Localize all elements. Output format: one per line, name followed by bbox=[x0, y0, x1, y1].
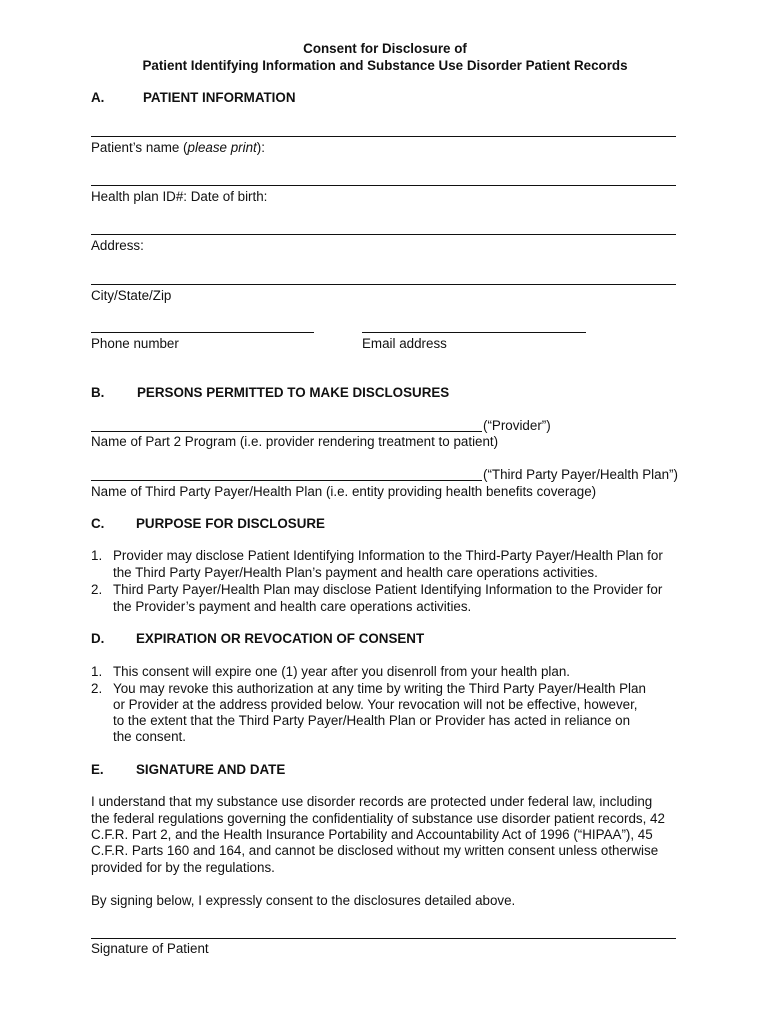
health-plan-dob-field[interactable] bbox=[91, 185, 676, 186]
patient-name-field[interactable] bbox=[91, 136, 676, 137]
section-d-title: EXPIRATION OR REVOCATION OF CONSENT bbox=[136, 631, 425, 646]
legal-paragraph-line: I understand that my substance use disorder records are protected under federal law, including bbox=[91, 794, 653, 809]
form-title-line2: Patient Identifying Information and Substance Use Disorder Patient Records bbox=[142, 58, 628, 73]
form-title-line1: Consent for Disclosure of bbox=[303, 41, 467, 56]
provider-name-field[interactable] bbox=[91, 431, 482, 432]
purpose-item-number: 2. bbox=[91, 582, 103, 597]
legal-paragraph-line: provided for by the regulations. bbox=[91, 860, 275, 875]
consent-statement: By signing below, I expressly consent to the disclosures detailed above. bbox=[91, 893, 516, 908]
legal-paragraph-line: C.F.R. Parts 160 and 164, and cannot be disclosed without my written consent unless otherwise bbox=[91, 843, 659, 858]
section-a-letter: A. bbox=[91, 90, 105, 105]
legal-paragraph-line: C.F.R. Part 2, and the Health Insurance Portability and Accountability Act of 1996 (“HIPAA”), 45 bbox=[91, 827, 653, 842]
revocation-item-text: the consent. bbox=[113, 729, 186, 744]
purpose-item-text: Provider may disclose Patient Identifying Information to the Third-Party Payer/Health Plan for bbox=[113, 548, 663, 563]
provider-name-label: Name of Part 2 Program (i.e. provider rendering treatment to patient) bbox=[91, 434, 499, 449]
revocation-item-text: or Provider at the address provided below. Your revocation will not be effective, however, bbox=[113, 697, 638, 712]
expiration-item-number: 1. bbox=[91, 664, 103, 679]
section-a-title: PATIENT INFORMATION bbox=[143, 90, 296, 105]
section-b-letter: B. bbox=[91, 385, 105, 400]
phone-number-field[interactable] bbox=[91, 332, 314, 333]
address-field[interactable] bbox=[91, 234, 676, 235]
purpose-item-text: the Third Party Payer/Health Plan’s payment and health care operations activities. bbox=[113, 565, 598, 580]
section-c-letter: C. bbox=[91, 516, 105, 531]
signature-field[interactable] bbox=[91, 938, 676, 939]
section-c-title: PURPOSE FOR DISCLOSURE bbox=[136, 516, 325, 531]
legal-paragraph-line: the federal regulations governing the confidentiality of substance use disorder patient records, 42 bbox=[91, 811, 665, 826]
city-state-zip-label: City/State/Zip bbox=[91, 288, 172, 303]
health-plan-dob-label: Health plan ID#: Date of birth: bbox=[91, 189, 268, 204]
revocation-item-text: You may revoke this authorization at any time by writing the Third Party Payer/Health Plan bbox=[113, 681, 646, 696]
section-e-letter: E. bbox=[91, 762, 104, 777]
signature-label: Signature of Patient bbox=[91, 941, 209, 956]
purpose-item-number: 1. bbox=[91, 548, 103, 563]
expiration-item-text: This consent will expire one (1) year after you disenroll from your health plan. bbox=[113, 664, 570, 679]
address-label: Address: bbox=[91, 238, 144, 253]
email-address-label: Email address bbox=[362, 336, 447, 351]
payer-name-label: Name of Third Party Payer/Health Plan (i.e. entity providing health benefits coverage) bbox=[91, 484, 597, 499]
purpose-item-text: Third Party Payer/Health Plan may disclose Patient Identifying Information to the Provider for bbox=[113, 582, 663, 597]
section-e-title: SIGNATURE AND DATE bbox=[136, 762, 286, 777]
section-d-letter: D. bbox=[91, 631, 105, 646]
email-address-field[interactable] bbox=[362, 332, 586, 333]
patient-name-label: Patient’s name (please print): bbox=[91, 140, 265, 155]
phone-number-label: Phone number bbox=[91, 336, 179, 351]
purpose-item-text: the Provider’s payment and health care operations activities. bbox=[113, 599, 472, 614]
payer-name-field[interactable] bbox=[91, 480, 482, 481]
section-b-title: PERSONS PERMITTED TO MAKE DISCLOSURES bbox=[137, 385, 450, 400]
revocation-item-number: 2. bbox=[91, 681, 103, 696]
revocation-item-text: to the extent that the Third Party Payer/Health Plan or Provider has acted in reliance on bbox=[113, 713, 631, 728]
city-state-zip-field[interactable] bbox=[91, 284, 676, 285]
payer-tag: (“Third Party Payer/Health Plan”) bbox=[483, 467, 678, 482]
provider-tag: (“Provider”) bbox=[483, 418, 551, 433]
